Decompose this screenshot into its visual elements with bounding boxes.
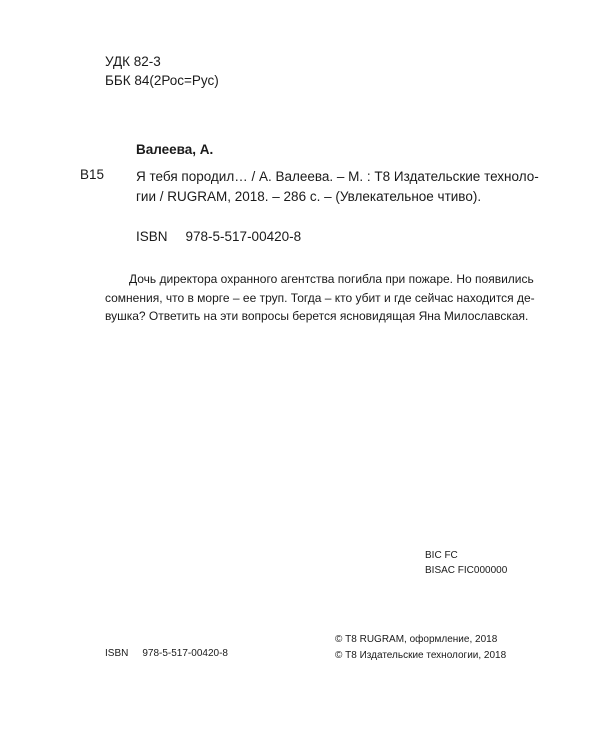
annotation-line: сомнения, что в морге – ее труп. Тогда – кто убит и где сейчас находится де- xyxy=(105,290,535,305)
bic-bisac-codes xyxy=(425,548,507,578)
bibliographic-description xyxy=(136,167,539,207)
bic-code: BIC FC xyxy=(425,550,458,561)
isbn-label: ISBN xyxy=(136,229,168,244)
bib-line-2: гии / RUGRAM, 2018. – 286 с. – (Увлекательное чтиво). xyxy=(136,189,482,204)
isbn-bottom-label: ISBN xyxy=(105,648,129,659)
isbn-number: 978-5-517-00420-8 xyxy=(185,229,302,244)
isbn-main xyxy=(136,229,301,244)
isbn-bottom-number: 978-5-517-00420-8 xyxy=(142,648,228,659)
copyright-block xyxy=(335,632,506,664)
udk-code: УДК 82-3 xyxy=(105,54,161,69)
cutter-code: В15 xyxy=(80,167,105,182)
isbn-bottom xyxy=(105,648,228,659)
bbk-code: ББК 84(2Рос=Рус) xyxy=(105,73,219,88)
author-name: Валеева, А. xyxy=(136,142,214,157)
annotation-line: Дочь директора охранного агентства погибла при пожаре. Но появились xyxy=(129,272,534,286)
bib-line-1: Я тебя породил… / А. Валеева. – М. : Т8 Издательские техноло- xyxy=(136,169,539,184)
annotation-line: вушка? Ответить на эти вопросы берется ясновидящая Яна Милославская. xyxy=(105,309,529,323)
annotation xyxy=(105,270,535,326)
copyright-line: © Т8 RUGRAM, оформление, 2018 xyxy=(335,634,498,645)
classification-codes xyxy=(105,52,219,90)
copyright-line: © Т8 Издательские технологии, 2018 xyxy=(335,650,507,661)
bisac-code: BISAC FIC000000 xyxy=(425,565,508,576)
